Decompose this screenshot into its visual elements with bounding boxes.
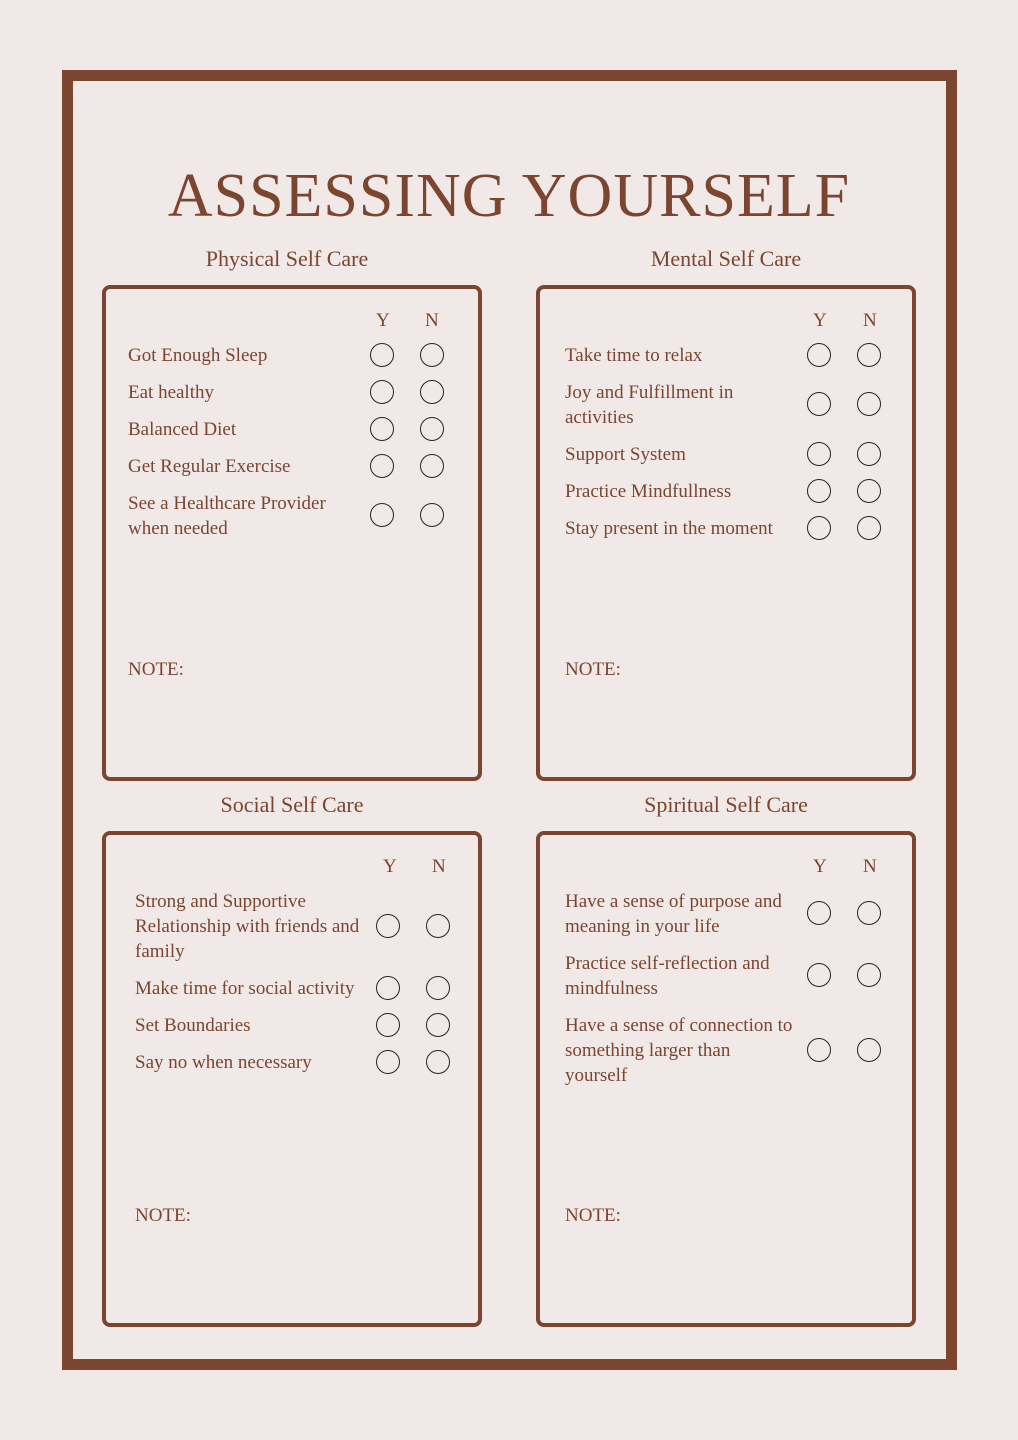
checklist <box>565 889 905 1100</box>
checklist-item <box>135 1013 475 1038</box>
yes-radio[interactable] <box>807 901 831 925</box>
no-column-header: N <box>863 856 877 877</box>
checklist-item-label: Practice self-reflection and mindfulness <box>565 953 770 999</box>
checklist-item <box>135 976 475 1001</box>
checklist <box>135 889 475 1087</box>
no-radio[interactable] <box>426 914 450 938</box>
checklist-item <box>565 343 905 368</box>
checklist-item <box>128 417 468 442</box>
checklist-item <box>565 1013 905 1088</box>
yes-radio[interactable] <box>370 343 394 367</box>
mental-self-care-card <box>536 285 916 781</box>
page-title: ASSESSING YOURSELF <box>167 162 851 230</box>
yes-radio[interactable] <box>807 963 831 987</box>
checklist-item-label: Make time for social activity <box>135 978 355 999</box>
no-radio[interactable] <box>420 503 444 527</box>
checklist-item-label: See a Healthcare Provider when needed <box>128 493 326 539</box>
section-title-mental: Mental Self Care <box>650 246 802 271</box>
spiritual-self-care-card <box>536 831 916 1327</box>
checklist-item-label: Stay present in the moment <box>565 518 773 539</box>
no-radio[interactable] <box>420 380 444 404</box>
checklist-item-label: Have a sense of connection to something larger than yourself <box>565 1015 793 1086</box>
checklist-item <box>128 454 468 479</box>
no-radio[interactable] <box>857 479 881 503</box>
section-title-social: Social Self Care <box>220 792 364 817</box>
note-label: NOTE: <box>565 659 621 680</box>
checklist-item <box>565 516 905 541</box>
no-radio[interactable] <box>857 343 881 367</box>
social-self-care-card <box>102 831 482 1327</box>
yes-radio[interactable] <box>807 1038 831 1062</box>
checklist <box>565 343 905 553</box>
yes-radio[interactable] <box>807 392 831 416</box>
no-radio[interactable] <box>426 1013 450 1037</box>
no-column-header: N <box>432 856 446 877</box>
yes-column-header: Y <box>813 856 827 877</box>
yes-radio[interactable] <box>370 417 394 441</box>
yes-column-header: Y <box>376 310 390 331</box>
note-label: NOTE: <box>128 659 184 680</box>
checklist-item <box>565 380 905 430</box>
yes-radio[interactable] <box>807 442 831 466</box>
checklist-item-label: Eat healthy <box>128 382 214 403</box>
yes-radio[interactable] <box>376 976 400 1000</box>
no-column-header: N <box>863 310 877 331</box>
checklist-item <box>565 442 905 467</box>
note-label: NOTE: <box>135 1205 191 1226</box>
no-radio[interactable] <box>420 454 444 478</box>
checklist-item-label: Set Boundaries <box>135 1015 251 1036</box>
yes-radio[interactable] <box>376 914 400 938</box>
no-radio[interactable] <box>426 976 450 1000</box>
checklist-item-label: Have a sense of purpose and meaning in your life <box>565 891 782 937</box>
checklist <box>128 343 468 553</box>
yes-radio[interactable] <box>370 380 394 404</box>
yes-column-header: Y <box>383 856 397 877</box>
no-radio[interactable] <box>426 1050 450 1074</box>
no-radio[interactable] <box>857 392 881 416</box>
yes-radio[interactable] <box>807 479 831 503</box>
no-radio[interactable] <box>857 442 881 466</box>
note-label: NOTE: <box>565 1205 621 1226</box>
checklist-item <box>135 1050 475 1075</box>
checklist-item <box>135 889 475 964</box>
checklist-item <box>128 343 468 368</box>
checklist-item-label: Practice Mindfullness <box>565 481 732 502</box>
yes-radio[interactable] <box>376 1013 400 1037</box>
yes-radio[interactable] <box>807 516 831 540</box>
no-radio[interactable] <box>857 901 881 925</box>
checklist-item <box>565 889 905 939</box>
no-radio[interactable] <box>857 1038 881 1062</box>
yes-column-header: Y <box>813 310 827 331</box>
no-radio[interactable] <box>420 417 444 441</box>
checklist-item-label: Say no when necessary <box>135 1052 312 1073</box>
checklist-item-label: Got Enough Sleep <box>128 345 268 366</box>
section-title-spiritual: Spiritual Self Care <box>644 792 808 817</box>
checklist-item-label: Strong and Supportive Relationship with friends and family <box>135 891 360 962</box>
checklist-item-label: Take time to relax <box>565 345 703 366</box>
checklist-item <box>565 951 905 1001</box>
yes-radio[interactable] <box>807 343 831 367</box>
checklist-item <box>128 380 468 405</box>
physical-self-care-card <box>102 285 482 781</box>
checklist-item <box>565 479 905 504</box>
checklist-item-label: Support System <box>565 444 686 465</box>
checklist-item <box>128 491 468 541</box>
yes-radio[interactable] <box>370 454 394 478</box>
no-column-header: N <box>425 310 439 331</box>
yes-radio[interactable] <box>370 503 394 527</box>
checklist-item-label: Get Regular Exercise <box>128 456 291 477</box>
no-radio[interactable] <box>857 516 881 540</box>
checklist-item-label: Joy and Fulfillment in activities <box>565 382 734 428</box>
no-radio[interactable] <box>420 343 444 367</box>
yes-radio[interactable] <box>376 1050 400 1074</box>
no-radio[interactable] <box>857 963 881 987</box>
section-title-physical: Physical Self Care <box>205 246 369 271</box>
checklist-item-label: Balanced Diet <box>128 419 237 440</box>
